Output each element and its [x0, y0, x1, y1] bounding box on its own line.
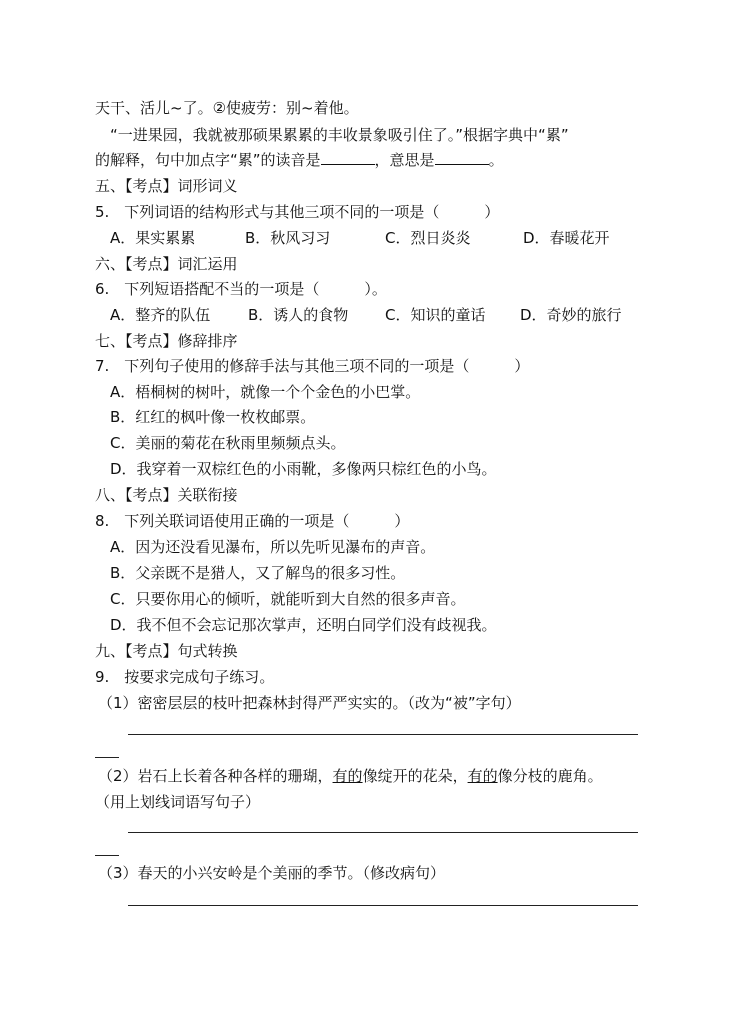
section-heading-8: 八、【考点】关联衔接: [95, 486, 238, 504]
question-9-part-2-prefix: （2）岩石上长着各种各样的珊瑚，: [98, 767, 333, 785]
answer-line-1[interactable]: [128, 734, 638, 735]
underlined-word-1: 有的: [332, 767, 363, 785]
section-heading-7: 七、【考点】修辞排序: [95, 332, 238, 350]
question-5-option-c[interactable]: C．烈日炎炎: [385, 229, 471, 247]
question-5-options: [110, 228, 610, 248]
fill-blank-middle: ，意思是: [374, 151, 435, 169]
question-6-option-b[interactable]: B．诱人的食物: [248, 306, 349, 324]
question-9-stem: 9. 按要求完成句子练习。: [95, 668, 275, 686]
question-9-part-3: （3）春天的小兴安岭是个美丽的季节。（修改病句）: [98, 864, 446, 882]
dictionary-definition-line: 天干、活儿~了。②使疲劳：别~着他。: [95, 99, 359, 117]
answer-line-2-stub: [95, 855, 119, 856]
meaning-blank[interactable]: [435, 150, 489, 165]
question-8-option-b[interactable]: B．父亲既不是猎人，又了解鸟的很多习性。: [110, 564, 406, 582]
fill-blank-line: [95, 150, 504, 170]
question-8-option-c[interactable]: C．只要你用心的倾听，就能听到大自然的很多声音。: [110, 590, 466, 608]
question-6-option-a[interactable]: A．整齐的队伍: [110, 306, 211, 324]
question-6-stem: 6. 下列短语搭配不当的一项是（ ）。: [95, 280, 387, 298]
question-9-part-2-end: 像分枝的鹿角。: [497, 767, 603, 785]
question-5-option-b[interactable]: B．秋风习习: [245, 229, 331, 247]
question-6-option-d[interactable]: D．奇妙的旅行: [520, 306, 622, 324]
question-9-part-1: （1）密密层层的枝叶把森林封得严严实实的。（改为“被”字句）: [98, 694, 521, 712]
question-9-part-2-note: （用上划线词语写句子）: [95, 793, 261, 811]
answer-line-1-stub: [95, 757, 119, 758]
section-heading-6: 六、【考点】词汇运用: [95, 255, 238, 273]
underlined-word-2: 有的: [467, 767, 498, 785]
fill-blank-prefix: 的解释，句中加点字“累”的读音是: [95, 151, 321, 169]
answer-line-3[interactable]: [128, 905, 638, 906]
question-9-part-2: [98, 766, 603, 786]
section-heading-9: 九、【考点】句式转换: [95, 642, 238, 660]
question-8-option-d[interactable]: D．我不但不会忘记那次掌声，还明白同学们没有歧视我。: [110, 616, 497, 634]
question-5-stem: 5. 下列词语的结构形式与其他三项不同的一项是（ ）: [95, 203, 500, 221]
question-5-option-d[interactable]: D．春暖花开: [523, 229, 610, 247]
pronunciation-blank[interactable]: [321, 150, 375, 165]
question-7-option-c[interactable]: C．美丽的菊花在秋雨里频频点头。: [110, 434, 346, 452]
quote-sentence-line: “一进果园，我就被那硕果累累的丰收景象吸引住了。”根据字典中“累”: [110, 126, 569, 144]
question-5-option-a[interactable]: A．果实累累: [110, 229, 196, 247]
question-9-part-2-middle: 像绽开的花朵，: [362, 767, 468, 785]
fill-blank-end: 。: [488, 151, 504, 169]
question-8-option-a[interactable]: A．因为还没看见瀑布，所以先听见瀑布的声音。: [110, 538, 436, 556]
question-8-stem: 8. 下列关联词语使用正确的一项是（ ）: [95, 512, 410, 530]
question-7-option-a[interactable]: A．梧桐树的树叶，就像一个个金色的小巴掌。: [110, 383, 421, 401]
question-7-option-d[interactable]: D．我穿着一双棕红色的小雨靴，多像两只棕红色的小鸟。: [110, 460, 497, 478]
section-heading-5: 五、【考点】词形词义: [95, 177, 238, 195]
question-7-option-b[interactable]: B．红红的枫叶像一枚枚邮票。: [110, 408, 316, 426]
question-6-options: [110, 305, 622, 325]
answer-line-2[interactable]: [128, 832, 638, 833]
question-7-stem: 7. 下列句子使用的修辞手法与其他三项不同的一项是（ ）: [95, 357, 530, 375]
question-6-option-c[interactable]: C．知识的童话: [385, 306, 486, 324]
